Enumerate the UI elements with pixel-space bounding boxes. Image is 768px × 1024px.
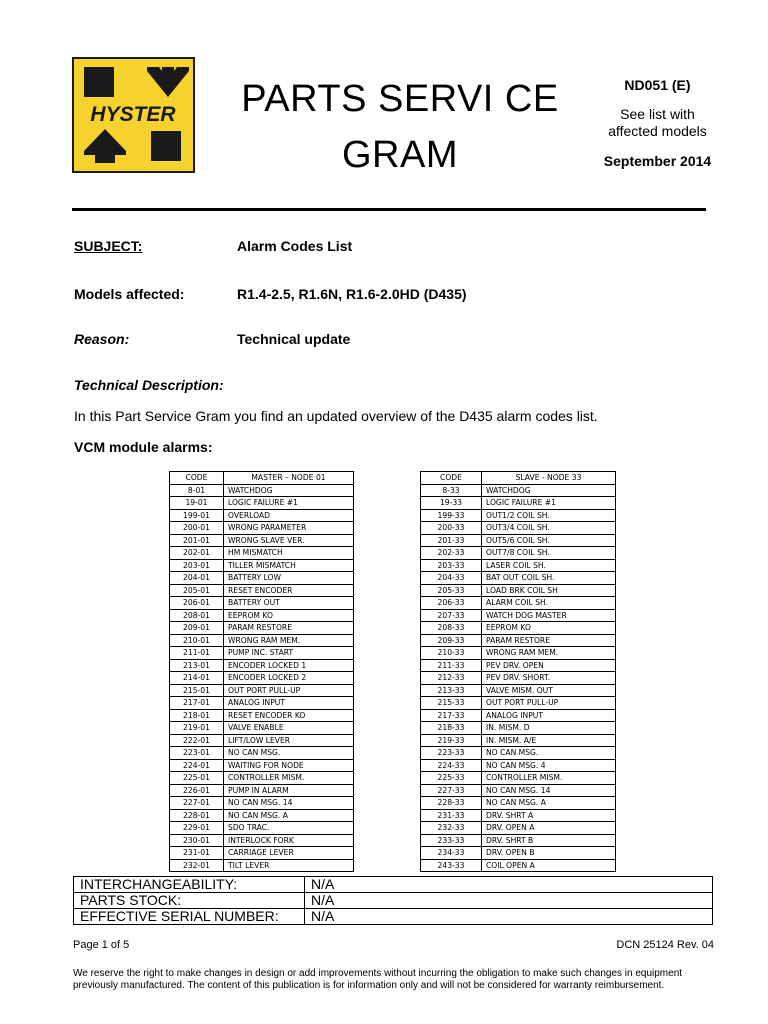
alarm-description-cell: CONTROLLER MISM.	[482, 772, 616, 785]
table-row	[421, 709, 616, 722]
table-row	[421, 497, 616, 510]
table-row	[421, 559, 616, 572]
alarm-description-cell: BAT OUT COIL SH.	[482, 572, 616, 585]
alarm-description-cell: WRONG PARAMETER	[224, 522, 354, 535]
alarm-description-cell: BATTERY LOW	[224, 572, 354, 585]
alarm-description-cell: PUMP INC. START	[224, 647, 354, 660]
alarm-description-cell: LOAD BRK COIL SH	[482, 584, 616, 597]
alarm-description-cell: CARRIAGE LEVER	[224, 847, 354, 860]
alarm-description-cell: EEPROM KO	[224, 609, 354, 622]
alarm-code-cell: 218-33	[421, 722, 482, 735]
table-row	[421, 822, 616, 835]
alarm-code-cell: 203-33	[421, 559, 482, 572]
info-key: PARTS STOCK:	[74, 893, 305, 909]
alarm-code-cell: 200-01	[170, 522, 224, 535]
alarm-code-cell: 210-01	[170, 634, 224, 647]
alarm-description-cell: LIFT/LOW LEVER	[224, 734, 354, 747]
table-row	[170, 847, 354, 860]
alarm-description-cell: OUT PORT PULL-UP	[482, 697, 616, 710]
table-row	[170, 859, 354, 872]
table-row	[421, 847, 616, 860]
table-row	[170, 797, 354, 810]
table-row	[421, 572, 616, 585]
table-row	[170, 572, 354, 585]
table-row	[421, 597, 616, 610]
alarm-description-cell: OUT1/2 COIL SH.	[482, 509, 616, 522]
info-value: N/A	[305, 893, 713, 909]
alarm-description-cell: DRV. OPEN B	[482, 847, 616, 860]
table-row	[170, 784, 354, 797]
alarm-code-cell: 206-01	[170, 597, 224, 610]
alarm-code-cell: 231-01	[170, 847, 224, 860]
table-row	[170, 697, 354, 710]
alarm-code-cell: 202-01	[170, 547, 224, 560]
affected-models-note	[585, 106, 730, 140]
page-number: Page 1 of 5	[73, 939, 130, 951]
alarm-code-cell: 202-33	[421, 547, 482, 560]
column-header-code: CODE	[421, 472, 482, 485]
info-row	[74, 909, 713, 925]
alarm-code-cell: 207-33	[421, 609, 482, 622]
table-row	[170, 597, 354, 610]
alarm-description-cell: LOGIC FAILURE #1	[224, 497, 354, 510]
alarm-code-cell: 222-01	[170, 734, 224, 747]
table-row	[421, 622, 616, 635]
table-row	[170, 609, 354, 622]
table-row	[170, 522, 354, 535]
table-row	[170, 484, 354, 497]
alarm-code-cell: 228-33	[421, 797, 482, 810]
subject-label: SUBJECT:	[74, 238, 143, 254]
table-row	[421, 697, 616, 710]
alarm-code-cell: 229-01	[170, 822, 224, 835]
alarm-code-cell: 201-01	[170, 534, 224, 547]
alarm-code-cell: 218-01	[170, 709, 224, 722]
info-row	[74, 877, 713, 893]
hyster-logo-graphic	[74, 59, 193, 171]
alarm-description-cell: NO CAN MSG. A	[482, 797, 616, 810]
table-row	[170, 834, 354, 847]
table-row	[421, 784, 616, 797]
logo-text: HYSTER	[90, 103, 176, 126]
table-row	[421, 547, 616, 560]
alarm-code-cell: 211-33	[421, 659, 482, 672]
alarm-description-cell: RESET ENCODER KO	[224, 709, 354, 722]
alarm-description-cell: CONTROLLER MISM.	[224, 772, 354, 785]
table-row	[421, 859, 616, 872]
alarm-code-cell: 217-33	[421, 709, 482, 722]
alarm-description-cell: TILLER MISMATCH	[224, 559, 354, 572]
table-row	[170, 772, 354, 785]
table-row	[170, 672, 354, 685]
alarm-description-cell: DRV. SHRT A	[482, 809, 616, 822]
alarm-code-cell: 206-33	[421, 597, 482, 610]
alarm-description-cell: WRONG RAM MEM.	[224, 634, 354, 647]
alarm-description-cell: ALARM COIL SH.	[482, 597, 616, 610]
table-row	[421, 834, 616, 847]
technical-description-heading: Technical Description:	[74, 377, 224, 393]
alarm-description-cell: VALVE MISM. OUT	[482, 684, 616, 697]
info-key: INTERCHANGEABILITY:	[74, 877, 305, 893]
alarm-code-cell: 227-01	[170, 797, 224, 810]
table-row	[170, 809, 354, 822]
alarm-description-cell: HM MISMATCH	[224, 547, 354, 560]
table-row	[421, 797, 616, 810]
alarm-code-cell: 204-01	[170, 572, 224, 585]
alarm-code-cell: 210-33	[421, 647, 482, 660]
alarm-description-cell: NO CAN MSG. 4	[482, 759, 616, 772]
table-row	[421, 772, 616, 785]
affected-models-line-2: affected models	[608, 123, 707, 139]
table-row	[170, 634, 354, 647]
alarm-description-cell: WRONG SLAVE VER.	[224, 534, 354, 547]
alarm-code-cell: 209-01	[170, 622, 224, 635]
alarm-code-cell: 8-33	[421, 484, 482, 497]
table-row	[170, 534, 354, 547]
alarm-description-cell: WAITING FOR NODE	[224, 759, 354, 772]
alarm-code-cell: 19-33	[421, 497, 482, 510]
column-header-slave: SLAVE - NODE 33	[482, 472, 616, 485]
alarm-description-cell: BATTERY OUT	[224, 597, 354, 610]
table-row	[421, 584, 616, 597]
alarm-code-cell: 230-01	[170, 834, 224, 847]
alarm-code-cell: 227-33	[421, 784, 482, 797]
table-row	[421, 634, 616, 647]
table-row	[421, 809, 616, 822]
table-row	[170, 559, 354, 572]
alarm-description-cell: COIL OPEN A	[482, 859, 616, 872]
alarm-description-cell: PARAM RESTORE	[482, 634, 616, 647]
alarm-code-cell: 212-33	[421, 672, 482, 685]
alarm-description-cell: WATCHDOG	[482, 484, 616, 497]
table-row	[170, 647, 354, 660]
alarm-description-cell: EEPROM KO	[482, 622, 616, 635]
alarm-code-cell: 231-33	[421, 809, 482, 822]
dcn-revision: DCN 25124 Rev. 04	[616, 939, 714, 951]
alarm-description-cell: NO CAN MSG.	[482, 747, 616, 760]
table-row	[421, 672, 616, 685]
reason-label: Reason:	[74, 331, 130, 347]
alarm-code-cell: 219-01	[170, 722, 224, 735]
table-row	[421, 759, 616, 772]
alarm-code-cell: 201-33	[421, 534, 482, 547]
slave-alarm-table	[420, 471, 616, 872]
info-value: N/A	[305, 877, 713, 893]
alarm-code-cell: 208-01	[170, 609, 224, 622]
table-row	[170, 622, 354, 635]
alarm-description-cell: DRV. OPEN A	[482, 822, 616, 835]
alarm-code-cell: 234-33	[421, 847, 482, 860]
alarm-code-cell: 225-33	[421, 772, 482, 785]
alarm-code-cell: 200-33	[421, 522, 482, 535]
alarm-code-cell: 203-01	[170, 559, 224, 572]
alarm-code-cell: 215-33	[421, 697, 482, 710]
alarm-code-cell: 213-33	[421, 684, 482, 697]
table-row	[170, 822, 354, 835]
column-header-code: CODE	[170, 472, 224, 485]
alarm-description-cell: PARAM RESTORE	[224, 622, 354, 635]
reason-value: Technical update	[237, 331, 351, 347]
table-row	[421, 747, 616, 760]
alarm-code-cell: 214-01	[170, 672, 224, 685]
alarm-description-cell: LOGIC FAILURE #1	[482, 497, 616, 510]
document-id: ND051 (E)	[624, 77, 691, 93]
interchangeability-table	[73, 876, 713, 925]
alarm-description-cell: OUT3/4 COIL SH.	[482, 522, 616, 535]
title-line-1: PARTS SERVI CE	[241, 78, 559, 120]
alarm-code-cell: 223-33	[421, 747, 482, 760]
alarm-description-cell: OVERLOAD	[224, 509, 354, 522]
column-header-master: MASTER – NODE 01	[224, 472, 354, 485]
alarm-code-cell: 208-33	[421, 622, 482, 635]
affected-models-line-1: See list with	[620, 106, 695, 122]
table-row	[421, 609, 616, 622]
vcm-alarms-heading: VCM module alarms:	[74, 439, 213, 455]
models-affected-value: R1.4-2.5, R1.6N, R1.6-2.0HD (D435)	[237, 286, 467, 302]
info-key: EFFECTIVE SERIAL NUMBER:	[74, 909, 305, 925]
table-row	[170, 547, 354, 560]
alarm-code-cell: 211-01	[170, 647, 224, 660]
alarm-description-cell: DRV. SHRT B	[482, 834, 616, 847]
table-row	[170, 684, 354, 697]
table-row	[421, 534, 616, 547]
table-row	[421, 659, 616, 672]
table-row	[421, 647, 616, 660]
alarm-description-cell: NO CAN MSG. 14	[482, 784, 616, 797]
hyster-logo	[72, 57, 195, 173]
alarm-description-cell: IN. MISM. D	[482, 722, 616, 735]
document-date: September 2014	[603, 153, 712, 169]
alarm-description-cell: NO CAN MSG.	[224, 747, 354, 760]
table-row	[170, 659, 354, 672]
alarm-code-cell: 219-33	[421, 734, 482, 747]
alarm-description-cell: PUMP IN ALARM	[224, 784, 354, 797]
header-divider	[72, 208, 706, 211]
alarm-code-cell: 205-33	[421, 584, 482, 597]
models-affected-label: Models affected:	[74, 286, 185, 302]
table-row	[170, 734, 354, 747]
alarm-description-cell: WATCH DOG MASTER	[482, 609, 616, 622]
alarm-code-cell: 232-01	[170, 859, 224, 872]
alarm-description-cell: PEV DRV. OPEN	[482, 659, 616, 672]
table-row	[170, 747, 354, 760]
alarm-description-cell: WRONG RAM MEM.	[482, 647, 616, 660]
alarm-description-cell: ENCODER LOCKED 1	[224, 659, 354, 672]
alarm-code-cell: 199-01	[170, 509, 224, 522]
alarm-code-cell: 19-01	[170, 497, 224, 510]
alarm-code-cell: 217-01	[170, 697, 224, 710]
alarm-description-cell: VALVE ENABLE	[224, 722, 354, 735]
alarm-description-cell: OUT PORT PULL-UP	[224, 684, 354, 697]
alarm-description-cell: RESET ENCODER	[224, 584, 354, 597]
alarm-description-cell: NO CAN MSG. 14	[224, 797, 354, 810]
table-row	[170, 709, 354, 722]
subject-value: Alarm Codes List	[237, 238, 353, 254]
alarm-description-cell: IN. MISM. A/E	[482, 734, 616, 747]
table-row	[421, 684, 616, 697]
alarm-code-cell: 243-33	[421, 859, 482, 872]
alarm-code-cell: 224-01	[170, 759, 224, 772]
title-line-2: GRAM	[342, 134, 458, 176]
alarm-description-cell: INTERLOCK FORK	[224, 834, 354, 847]
alarm-code-cell: 215-01	[170, 684, 224, 697]
disclaimer-text: We reserve the right to make changes in design or add improvements without incurring the obligation to make such changes in equipment previously manufactured. The content of this publication is for information only and will not be considered for warranty reimbursement.	[73, 968, 683, 991]
alarm-code-cell: 209-33	[421, 634, 482, 647]
table-row	[170, 722, 354, 735]
info-value: N/A	[305, 909, 713, 925]
table-row	[421, 734, 616, 747]
info-row	[74, 893, 713, 909]
alarm-description-cell: PEV DRV. SHORT.	[482, 672, 616, 685]
alarm-description-cell: OUT5/6 COIL SH.	[482, 534, 616, 547]
table-header-row	[170, 472, 354, 485]
alarm-description-cell: OUT7/8 COIL SH.	[482, 547, 616, 560]
alarm-description-cell: LASER COIL SH.	[482, 559, 616, 572]
alarm-description-cell: ENCODER LOCKED 2	[224, 672, 354, 685]
alarm-code-cell: 223-01	[170, 747, 224, 760]
table-row	[170, 759, 354, 772]
alarm-description-cell: ANALOG INPUT	[482, 709, 616, 722]
alarm-code-cell: 226-01	[170, 784, 224, 797]
table-header-row	[421, 472, 616, 485]
alarm-description-cell: ANALOG INPUT	[224, 697, 354, 710]
table-row	[170, 509, 354, 522]
alarm-code-cell: 213-01	[170, 659, 224, 672]
alarm-code-cell: 199-33	[421, 509, 482, 522]
table-row	[421, 509, 616, 522]
table-row	[170, 584, 354, 597]
alarm-code-cell: 232-33	[421, 822, 482, 835]
alarm-code-cell: 233-33	[421, 834, 482, 847]
alarm-code-cell: 205-01	[170, 584, 224, 597]
alarm-code-cell: 225-01	[170, 772, 224, 785]
alarm-code-cell: 228-01	[170, 809, 224, 822]
intro-paragraph: In this Part Service Gram you find an updated overview of the D435 alarm codes list.	[74, 408, 598, 424]
table-row	[421, 484, 616, 497]
alarm-code-cell: 204-33	[421, 572, 482, 585]
alarm-description-cell: WATCHDOG	[224, 484, 354, 497]
alarm-code-cell: 224-33	[421, 759, 482, 772]
table-row	[421, 722, 616, 735]
alarm-code-cell: 8-01	[170, 484, 224, 497]
table-row	[170, 497, 354, 510]
alarm-description-cell: NO CAN MSG. A	[224, 809, 354, 822]
alarm-description-cell: TILT LEVER	[224, 859, 354, 872]
table-row	[421, 522, 616, 535]
master-alarm-table	[169, 471, 354, 872]
alarm-description-cell: SDO TRAC.	[224, 822, 354, 835]
